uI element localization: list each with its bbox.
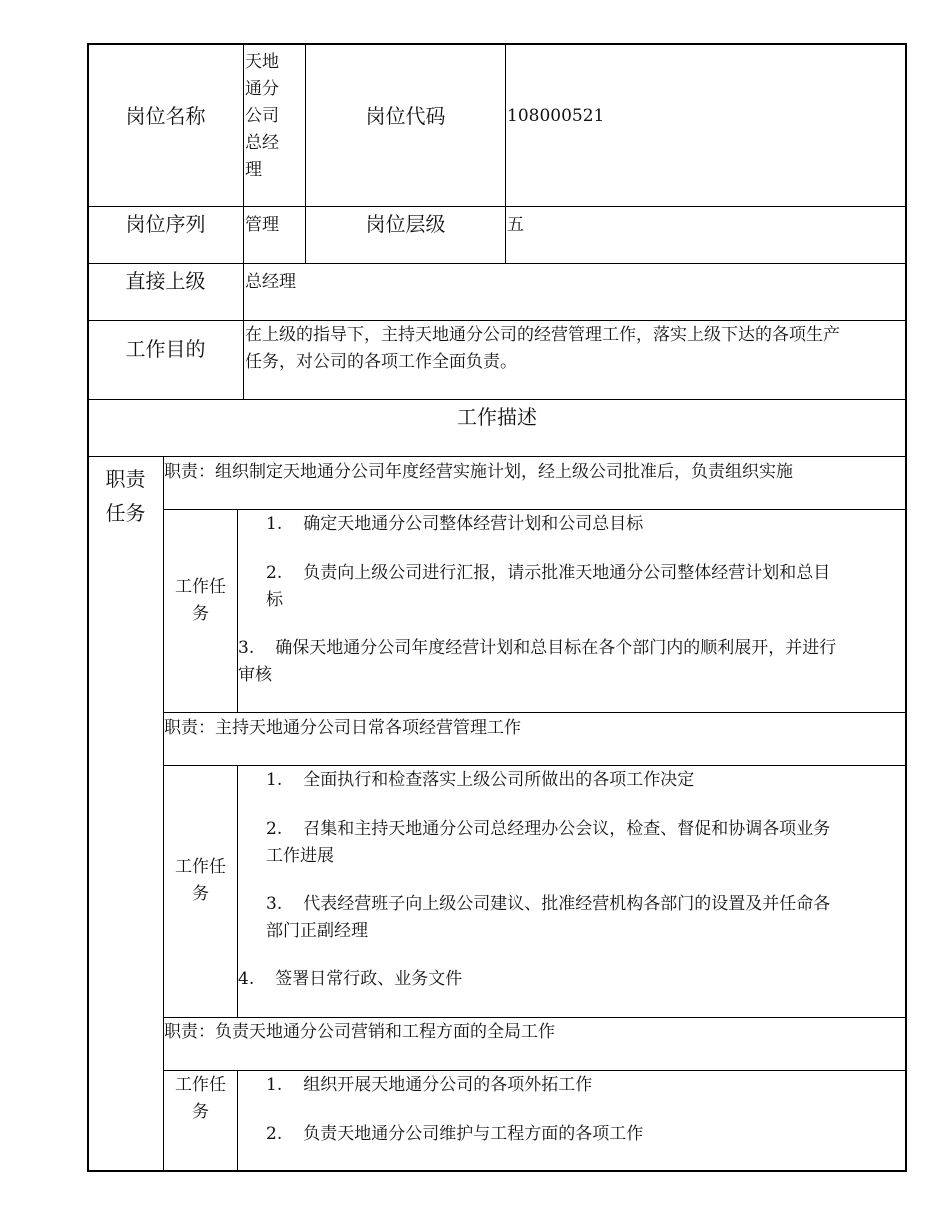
position-code-label: 岗位代码: [365, 104, 446, 128]
duty-section-label: 职责 任务: [105, 467, 146, 525]
task-item: 1. 确定天地通分公司整体经营计划和公司总目标: [266, 514, 644, 534]
superior-value: 总经理: [245, 272, 296, 292]
table-border: [87, 43, 907, 45]
task-item: 3. 确保天地通分公司年度经营计划和总目标在各个部门内的顺利展开，并进行 审核: [238, 638, 837, 685]
col-divider: [163, 457, 164, 1171]
task-item: 2. 负责天地通分公司维护与工程方面的各项工作: [266, 1124, 644, 1144]
row-divider: [163, 1070, 906, 1071]
task-item: 1. 全面执行和检查落实上级公司所做出的各项工作决定: [266, 770, 695, 790]
position-level-value: 五: [507, 215, 524, 235]
purpose-value: 在上级的指导下，主持天地通分公司的经营管理工作，落实上级下达的各项生产 任务，对公司的各项工作全面负责。: [245, 325, 840, 372]
position-series-label: 岗位序列: [125, 212, 206, 236]
task-item: 1. 组织开展天地通分公司的各项外拓工作: [266, 1075, 593, 1095]
row-divider: [163, 1017, 906, 1018]
col-divider: [505, 44, 506, 264]
superior-label: 直接上级: [125, 269, 206, 293]
row-divider: [163, 509, 906, 510]
task-item: 2. 召集和主持天地通分公司总经理办公会议，检查、督促和协调各项业务 工作进展: [266, 819, 831, 866]
duty-heading: 职责：主持天地通分公司日常各项经营管理工作: [164, 718, 521, 738]
col-divider: [243, 44, 244, 400]
task-item: 4. 签署日常行政、业务文件: [238, 969, 463, 989]
row-divider: [88, 456, 906, 457]
task-item: 3. 代表经营班子向上级公司建议、批准经营机构各部门的设置及并任命各 部门正副经理: [266, 894, 831, 941]
table-border: [905, 43, 907, 1172]
description-title: 工作描述: [457, 405, 537, 429]
row-divider: [88, 399, 906, 400]
position-level-label: 岗位层级: [365, 212, 446, 236]
position-code-value: 108000521: [507, 106, 605, 126]
table-border: [87, 1170, 907, 1172]
task-label: 工作任 务: [175, 1075, 226, 1122]
position-series-value: 管理: [245, 215, 279, 235]
position-name-label: 岗位名称: [125, 104, 206, 128]
position-name-value: 天地 通分 公司 总经 理: [245, 52, 279, 180]
col-divider: [237, 1071, 238, 1171]
row-divider: [88, 206, 906, 207]
duty-heading: 职责：负责天地通分公司营销和工程方面的全局工作: [164, 1022, 555, 1042]
row-divider: [88, 263, 906, 264]
row-divider: [163, 712, 906, 713]
row-divider: [163, 765, 906, 766]
duty-heading: 职责：组织制定天地通分公司年度经营实施计划，经上级公司批准后，负责组织实施: [164, 462, 793, 482]
purpose-label: 工作目的: [125, 337, 206, 361]
task-label: 工作任 务: [175, 577, 226, 624]
task-label: 工作任 务: [175, 857, 226, 904]
row-divider: [88, 320, 906, 321]
task-item: 2. 负责向上级公司进行汇报，请示批准天地通分公司整体经营计划和总目 标: [266, 563, 831, 610]
